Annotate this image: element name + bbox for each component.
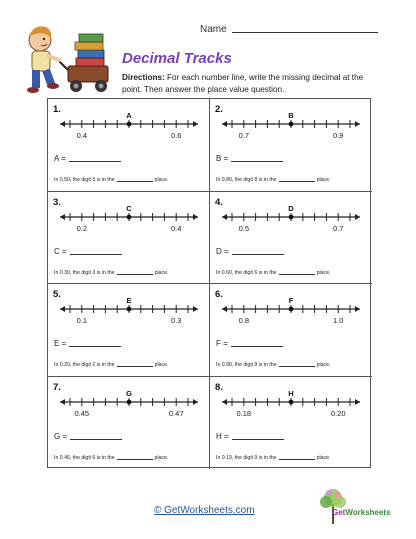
answer-label: G =: [54, 431, 68, 441]
worksheet-title: Decimal Tracks: [122, 50, 232, 67]
directions-lead: Directions:: [122, 73, 165, 82]
answer-line: [54, 247, 122, 256]
place-value-prompt: In 0.30, the digit 3 is in the: [54, 269, 115, 276]
number-line: [48, 109, 210, 145]
number-line: [48, 202, 210, 238]
answer-blank[interactable]: [70, 433, 122, 440]
point-label: F: [288, 296, 294, 305]
answer-blank[interactable]: [69, 340, 121, 347]
right-endpoint-label: 0.9: [332, 131, 344, 140]
problem-cell: [210, 377, 372, 470]
logo-worksheets: Worksheets: [345, 508, 391, 517]
place-value-question: [216, 362, 330, 368]
left-arrow-icon: [222, 306, 227, 312]
left-arrow-icon: [222, 121, 227, 127]
point-label: D: [288, 203, 294, 213]
problem-number: 5.: [53, 289, 61, 300]
right-arrow-icon: [355, 214, 360, 220]
left-arrow-icon: [60, 399, 65, 405]
number-line: [210, 294, 372, 330]
left-arrow-icon: [222, 214, 227, 220]
directions: [122, 72, 374, 95]
right-endpoint-label: 0.7: [332, 223, 344, 233]
point-marker: [289, 122, 294, 127]
left-endpoint-label: 0.18: [236, 408, 252, 418]
place-value-suffix: place.: [316, 269, 331, 276]
right-arrow-icon: [355, 306, 360, 312]
place-value-suffix: place.: [154, 362, 169, 368]
place-value-blank[interactable]: [279, 362, 315, 367]
logo-wordmark: [332, 508, 391, 517]
left-arrow-icon: [60, 121, 65, 127]
left-endpoint-label: 0.45: [74, 408, 90, 418]
point-label: H: [288, 388, 294, 398]
point-marker: [289, 399, 294, 404]
answer-label: D =: [216, 246, 229, 256]
answer-blank[interactable]: [231, 340, 283, 347]
place-value-prompt: In 0.50, the digit 5 is in the: [54, 177, 115, 183]
answer-line: [216, 339, 283, 348]
problem-grid: [47, 98, 371, 468]
place-value-question: [54, 270, 168, 276]
place-value-question: [54, 455, 168, 461]
number-line: [48, 294, 210, 330]
point-marker: [289, 307, 294, 312]
left-endpoint-label: 0.5: [238, 223, 250, 233]
place-value-prompt: In 0.46, the digit 6 is in the: [54, 454, 115, 461]
answer-line: [216, 432, 284, 441]
problem-cell: [48, 192, 210, 285]
right-arrow-icon: [193, 214, 198, 220]
right-endpoint-label: 0.4: [170, 223, 182, 233]
place-value-prompt: In 0.60, the digit 6 is in the: [216, 269, 277, 276]
place-value-question: [216, 177, 330, 183]
place-value-prompt: In 0.80, the digit 8 is in the: [216, 177, 277, 183]
answer-blank[interactable]: [232, 248, 284, 255]
name-field: [200, 24, 378, 35]
number-line: [48, 387, 210, 423]
problem-number: 7.: [53, 381, 61, 393]
answer-label: C =: [54, 246, 67, 256]
left-arrow-icon: [60, 214, 65, 220]
point-label: E: [126, 296, 132, 305]
place-value-prompt: In 0.20, the digit 2 is in the: [54, 362, 115, 368]
point-label: G: [126, 388, 132, 398]
number-line: [210, 109, 372, 145]
answer-blank[interactable]: [70, 248, 122, 255]
answer-line: [216, 154, 283, 163]
answer-label: B =: [216, 154, 229, 163]
point-marker: [127, 307, 132, 312]
problem-cell: [48, 284, 210, 377]
answer-label: H =: [216, 431, 229, 441]
answer-label: F =: [216, 339, 228, 348]
left-endpoint-label: 0.1: [76, 316, 88, 325]
logo-get: Get: [332, 508, 346, 517]
problem-cell: [210, 192, 372, 285]
place-value-suffix: place.: [154, 454, 169, 461]
answer-line: [54, 154, 121, 163]
tree-logo-icon: [313, 484, 405, 528]
answer-label: E =: [54, 339, 67, 348]
place-value-question: [54, 362, 168, 368]
right-arrow-icon: [193, 121, 198, 127]
left-arrow-icon: [60, 306, 65, 312]
answer-blank[interactable]: [69, 155, 121, 162]
left-endpoint-label: 0.4: [76, 131, 88, 140]
place-value-blank[interactable]: [117, 362, 153, 367]
problem-number: 8.: [215, 381, 223, 393]
answer-line: [54, 339, 121, 348]
name-label: Name: [200, 24, 227, 35]
problem-number: 3.: [53, 196, 61, 208]
left-endpoint-label: 0.2: [76, 223, 88, 233]
place-value-prompt: In 0.90, the digit 9 is in the: [216, 362, 277, 368]
right-endpoint-label: 0.3: [170, 316, 182, 325]
problem-number: 2.: [215, 104, 223, 115]
problem-cell: [48, 377, 210, 470]
number-line: [210, 387, 372, 423]
place-value-suffix: place.: [154, 177, 169, 183]
problem-cell: [210, 284, 372, 377]
place-value-blank[interactable]: [279, 177, 315, 182]
name-blank: [232, 24, 378, 33]
problem-cell: [210, 99, 372, 192]
place-value-suffix: place.: [316, 362, 331, 368]
place-value-suffix: place.: [154, 269, 169, 276]
answer-line: [54, 432, 122, 441]
directions-text: For each number line, write the missing decimal at the point. Then answer the place value question.: [122, 73, 364, 94]
place-value-blank[interactable]: [117, 177, 153, 182]
point-marker: [127, 214, 132, 219]
right-arrow-icon: [193, 306, 198, 312]
problem-number: 4.: [215, 196, 223, 208]
point-label: B: [288, 111, 294, 120]
point-label: C: [126, 203, 132, 213]
point-marker: [289, 214, 294, 219]
problem-number: 1.: [53, 104, 61, 115]
right-arrow-icon: [355, 121, 360, 127]
place-value-question: [54, 177, 168, 183]
right-arrow-icon: [193, 399, 198, 405]
right-endpoint-label: 0.20: [330, 408, 346, 418]
place-value-question: [216, 455, 330, 461]
left-arrow-icon: [222, 399, 227, 405]
number-line: [210, 202, 372, 238]
right-endpoint-label: 0.6: [170, 131, 182, 140]
place-value-suffix: place.: [316, 177, 331, 183]
place-value-prompt: In 0.19, the digit 9 is in the: [216, 454, 277, 461]
answer-line: [216, 247, 284, 256]
place-value-question: [216, 270, 330, 276]
left-endpoint-label: 0.8: [238, 316, 250, 325]
place-value-blank[interactable]: [117, 270, 153, 275]
answer-blank[interactable]: [231, 155, 283, 162]
point-label: A: [126, 111, 132, 120]
right-endpoint-label: 1.0: [332, 316, 344, 325]
right-endpoint-label: 0.47: [168, 408, 184, 418]
answer-blank[interactable]: [232, 433, 284, 440]
boy-with-book-cart-illustration: [18, 22, 114, 98]
point-marker: [127, 399, 132, 404]
problem-number: 6.: [215, 289, 223, 300]
problem-cell: [48, 99, 210, 192]
copyright-link[interactable]: © GetWorksheets.com: [154, 505, 255, 516]
place-value-blank[interactable]: [117, 455, 153, 460]
place-value-blank[interactable]: [279, 270, 315, 275]
place-value-suffix: place.: [316, 454, 331, 461]
place-value-blank[interactable]: [279, 455, 315, 460]
answer-label: A =: [54, 154, 66, 163]
point-marker: [127, 122, 132, 127]
right-arrow-icon: [355, 399, 360, 405]
left-endpoint-label: 0.7: [238, 131, 250, 140]
